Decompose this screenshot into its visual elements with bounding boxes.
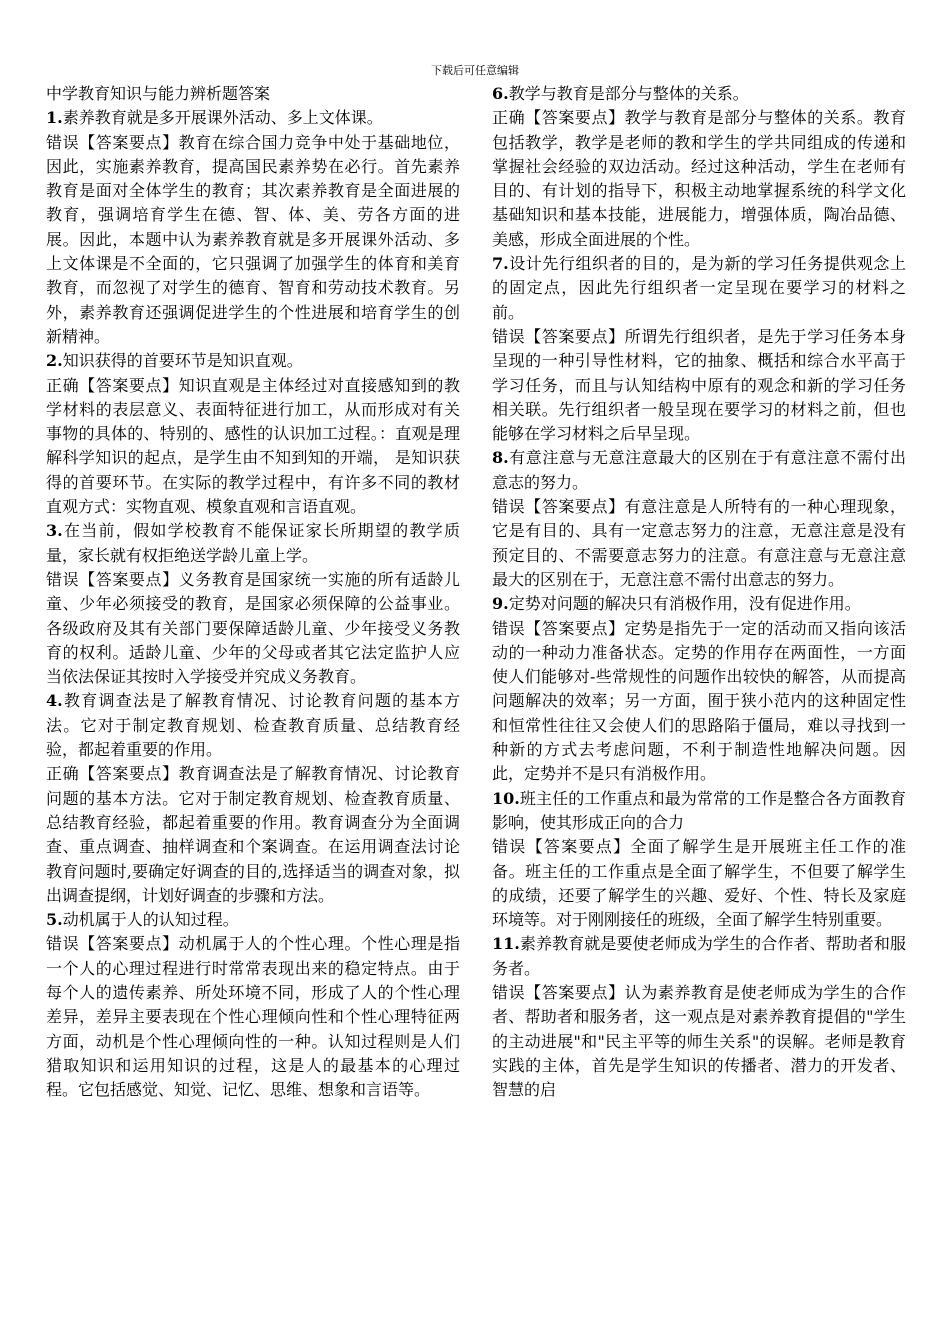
question-text: 班主任的工作重点和最为常常的工作是整合各方面教育影响，使其形成正向的合力 <box>492 788 906 832</box>
answer-4: 正确【答案要点】教育调查法是了解教育情况、讨论教育问题的基本方法。它对于制定教育规划、检查教育质量、总结教育经验，都起着重要的作用。教育调查分为全面调查、重点调查、抽样调查和个案调查。在运用调查法讨论教育问题时,要确定好调查的目的,选择适当的调查对象，拟出调查提纲，计划好调查的步骤和方法。 <box>46 764 460 905</box>
question-text: 定势对问题的解决只有消极作用，没有促进作用。 <box>508 594 861 614</box>
question-text: 动机属于人的认知过程。 <box>62 910 239 930</box>
answer-6: 正确【答案要点】教学与教育是部分与整体的关系。教育包括教学，教学是老师的教和学生的学共同组成的传递和掌握社会经验的双边活动。经过这种活动，学生在老师有目的、有计划的指导下，积极主动地掌握系统的科学文化基础知识和基本技能，进展能力，增强体质，陶冶品德、美感，形成全面进展的个性。 <box>492 108 906 249</box>
question-number: 8. <box>492 448 509 468</box>
question-10 <box>492 787 906 836</box>
question-number: 9. <box>492 594 509 614</box>
question-2 <box>46 349 460 373</box>
question-6 <box>492 82 906 106</box>
answer-5: 错误【答案要点】动机属于人的个性心理。个性心理是指一个人的心理过程进行时常常表现出来的稳定特点。由于每个人的遗传素养、所处环境不同，形成了人的个性心理差异，差异主要表现在个性心理倾向性和个性心理特征两方面，动机是个性心理倾向性的一种。认知过程则是人们猎取知识和运用知识的过程，这是人的最基本的心理过程。它包括感觉、知觉、记忆、思维、想象和言语等。 <box>46 934 460 1100</box>
question-number: 7. <box>492 254 509 274</box>
answer-11: 错误【答案要点】认为素养教育是使老师成为学生的合作者、帮助者和服务者，这一观点是对素养教育提倡的"学生的主动进展"和"民主平等的师生关系"的误解。老师是教育实践的主体，首先是学生知识的传播者、潜力的开发者、智慧的启 <box>492 982 906 1100</box>
question-text: 有意注意与无意注意最大的区别在于有意注意不需付出意志的努力。 <box>492 448 906 492</box>
question-number: 5. <box>46 910 63 930</box>
question-7 <box>492 252 906 325</box>
question-8 <box>492 446 906 495</box>
question-text: 素养教育就是要使老师成为学生的合作者、帮助者和服务者。 <box>492 934 906 978</box>
question-11 <box>492 932 906 981</box>
question-number: 3. <box>46 521 63 541</box>
question-number: 4. <box>46 691 63 711</box>
question-3 <box>46 519 460 568</box>
question-text: 教育调查法是了解教育情况、讨论教育问题的基本方法。它对于制定教育规划、检查教育质量、总结教育经验，都起着重要的作用。 <box>46 691 460 760</box>
question-text: 在当前，假如学校教育不能保证家长所期望的教学质量，家长就有权拒绝送学龄儿童上学。 <box>46 521 460 565</box>
question-number: 6. <box>492 84 509 103</box>
header-note: 下载后可任意编辑 <box>431 64 519 77</box>
left-column <box>46 82 460 1102</box>
question-number: 1. <box>46 108 63 128</box>
question-text: 素养教育就是多开展课外活动、多上文体课。 <box>62 108 383 128</box>
answer-3: 错误【答案要点】义务教育是国家统一实施的所有适龄儿童、少年必须接受的教育，是国家必须保障的公益事业。各级政府及其有关部门要保障适龄儿童、少年接受义务教育的权利。适龄儿童、少年的父母或者其它法定监护人应当依法保证其按时入学接受并究成义务教育。 <box>46 569 460 687</box>
question-1 <box>46 106 460 130</box>
question-number: 2. <box>46 351 63 371</box>
answer-2: 正确【答案要点】知识直观是主体经过对直接感知到的教学材料的表层意义、表面特征进行加工，从而形成对有关事物的具体的、特别的、感性的认识加工过程。：直观是理解科学知识的起点，是学生由不知到知的开端， 是知识获得的首要环节。在实际的教学过程中，有许多不同的教材直观方式：实物直观、模象直观和言语直观。 <box>46 375 460 517</box>
question-number: 10. <box>492 788 520 808</box>
question-9 <box>492 592 906 616</box>
page-title: 中学教育知识与能力辨析题答案 <box>46 84 271 103</box>
answer-9: 错误【答案要点】定势是指先于一定的活动而又指向该活动的一种动力准备状态。定势的作用存在两面性，一方面使人们能够对-些常规性的问题作出较快的解答，从而提高问题解决的效率；另一方面，囿于狭小范内的这种固定性和恒常性往往又会使人们的思路陷于僵局，难以寻找到一种新的方式去考虑问题，不利于制造性地解决问题。因此，定势并不是只有消极作用。 <box>492 618 906 784</box>
question-number: 11. <box>492 934 520 954</box>
question-text: 设计先行组织者的目的，是为新的学习任务提供观念上的固定点，因此先行组织者一定呈现在要学习的材料之前。 <box>492 254 906 322</box>
answer-8: 错误【答案要点】有意注意是人所特有的一种心理现象，它是有目的、具有一定意志努力的注意，无意注意是没有预定目的、不需要意志努力的注意。有意注意与无意注意最大的区别在于，无意注意不需付出意志的努力。 <box>492 497 906 589</box>
question-text: 知识获得的首要环节是知识直观。 <box>62 351 303 371</box>
answer-10: 错误【答案要点】全面了解学生是开展班主任工作的准备。班主任的工作重点是全面了解学生，不但要了解学生的成绩，还要了解学生的兴趣、爱好、个性、特长及家庭环境等。对于刚刚接任的班级，全面了解学生特别重要。 <box>492 837 906 930</box>
question-5 <box>46 908 460 932</box>
question-text: 教学与教育是部分与整体的关系。 <box>508 84 749 103</box>
right-column <box>492 82 906 1102</box>
answer-1: 错误【答案要点】教育在综合国力竞争中处于基础地位，因此，实施素养教育，提高国民素养势在必行。首先素养教育是面对全体学生的教育；其次素养教育是全面进展的教育，强调培育学生在德、智、体、美、劳各方面的进展。因此，本题中认为素养教育就是多开展课外活动、多上文体课是不全面的，它只强调了加强学生的体育和美育教育，而忽视了对学生的德育、智育和劳动技术教育。另外，素养教育还强调促进学生的个性进展和培育学生的创新精神。 <box>46 132 460 346</box>
question-4 <box>46 689 460 762</box>
answer-7: 错误【答案要点】所谓先行组织者，是先于学习任务本身呈现的一种引导性材料，它的抽象、概括和综合水平高于学习任务，而且与认知结构中原有的观念和新的学习任务相关联。先行组织者一般呈现在要学习的材料之前，但也能够在学习材料之后早呈现。 <box>492 326 906 444</box>
